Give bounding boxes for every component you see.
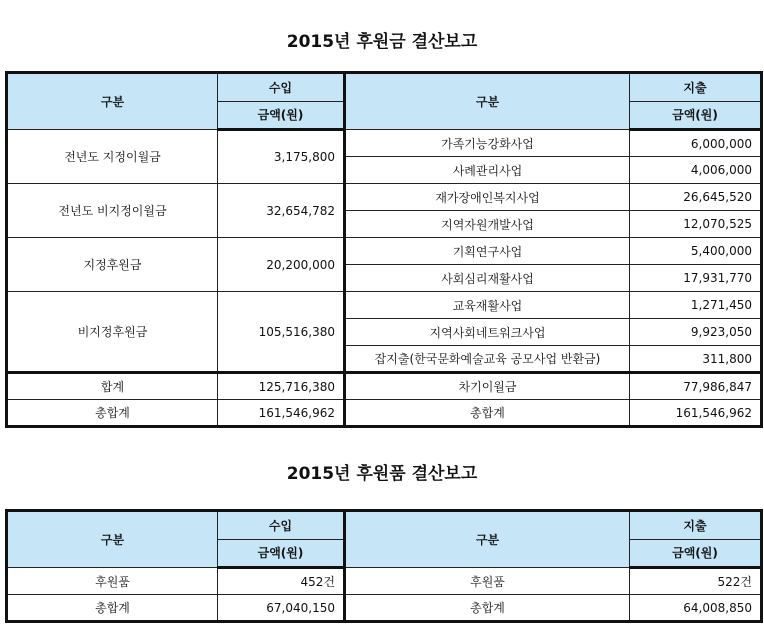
expense-label: 지역자원개발사업	[345, 211, 630, 238]
income-label: 지정후원금	[7, 238, 218, 292]
expense-label: 후원품	[345, 568, 630, 595]
expense-label: 지역사회네트워크사업	[345, 319, 630, 346]
grand-total-amount: 161,546,962	[218, 400, 345, 427]
in-kind-report-title: 2015년 후원품 결산보고	[286, 464, 478, 484]
expense-amount: 17,931,770	[630, 265, 762, 292]
grand-total-amount: 67,040,150	[218, 595, 345, 622]
grand-total-amount: 161,546,962	[630, 400, 762, 427]
income-label: 전년도 비지정이월금	[7, 184, 218, 238]
income-amount: 105,516,380	[218, 292, 345, 373]
header-expense-amount: 금액(원)	[630, 539, 762, 568]
expense-amount: 522건	[630, 568, 762, 595]
header-income: 수입	[218, 73, 345, 102]
header-category-expense: 구분	[345, 73, 630, 130]
carryover-amount: 77,986,847	[630, 373, 762, 400]
donation-report-title: 2015년 후원금 결산보고	[286, 32, 478, 52]
income-label: 비지정후원금	[7, 292, 218, 373]
income-amount: 32,654,782	[218, 184, 345, 238]
header-category-expense: 구분	[345, 511, 630, 568]
expense-amount: 4,006,000	[630, 157, 762, 184]
income-label: 전년도 지정이월금	[7, 130, 218, 184]
expense-label: 기획연구사업	[345, 238, 630, 265]
subtotal-label: 합계	[7, 373, 218, 400]
subtotal-amount: 125,716,380	[218, 373, 345, 400]
carryover-label: 차기이월금	[345, 373, 630, 400]
header-category-income: 구분	[7, 73, 218, 130]
grand-total-label: 총합계	[345, 595, 630, 622]
expense-amount: 9,923,050	[630, 319, 762, 346]
expense-label: 재가장애인복지사업	[345, 184, 630, 211]
income-amount: 20,200,000	[218, 238, 345, 292]
income-amount: 452건	[218, 568, 345, 595]
expense-amount: 12,070,525	[630, 211, 762, 238]
expense-label: 교육재활사업	[345, 292, 630, 319]
in-kind-report-table	[5, 509, 763, 623]
expense-amount: 1,271,450	[630, 292, 762, 319]
grand-total-label: 총합계	[7, 595, 218, 622]
expense-label: 가족기능강화사업	[345, 130, 630, 157]
expense-amount: 311,800	[630, 346, 762, 373]
header-category-income: 구분	[7, 511, 218, 568]
expense-amount: 5,400,000	[630, 238, 762, 265]
expense-amount: 26,645,520	[630, 184, 762, 211]
grand-total-label: 총합계	[7, 400, 218, 427]
header-income-amount: 금액(원)	[218, 101, 345, 130]
header-income-amount: 금액(원)	[218, 539, 345, 568]
header-expense: 지출	[630, 73, 762, 102]
grand-total-label: 총합계	[345, 400, 630, 427]
expense-label: 사례관리사업	[345, 157, 630, 184]
donation-report-table	[5, 71, 763, 428]
header-income: 수입	[218, 511, 345, 540]
expense-amount: 6,000,000	[630, 130, 762, 157]
income-label: 후원품	[7, 568, 218, 595]
header-expense-amount: 금액(원)	[630, 101, 762, 130]
income-amount: 3,175,800	[218, 130, 345, 184]
grand-total-amount: 64,008,850	[630, 595, 762, 622]
expense-label: 잡지출(한국문화예술교육 공모사업 반환금)	[345, 346, 630, 373]
header-expense: 지출	[630, 511, 762, 540]
expense-label: 사회심리재활사업	[345, 265, 630, 292]
